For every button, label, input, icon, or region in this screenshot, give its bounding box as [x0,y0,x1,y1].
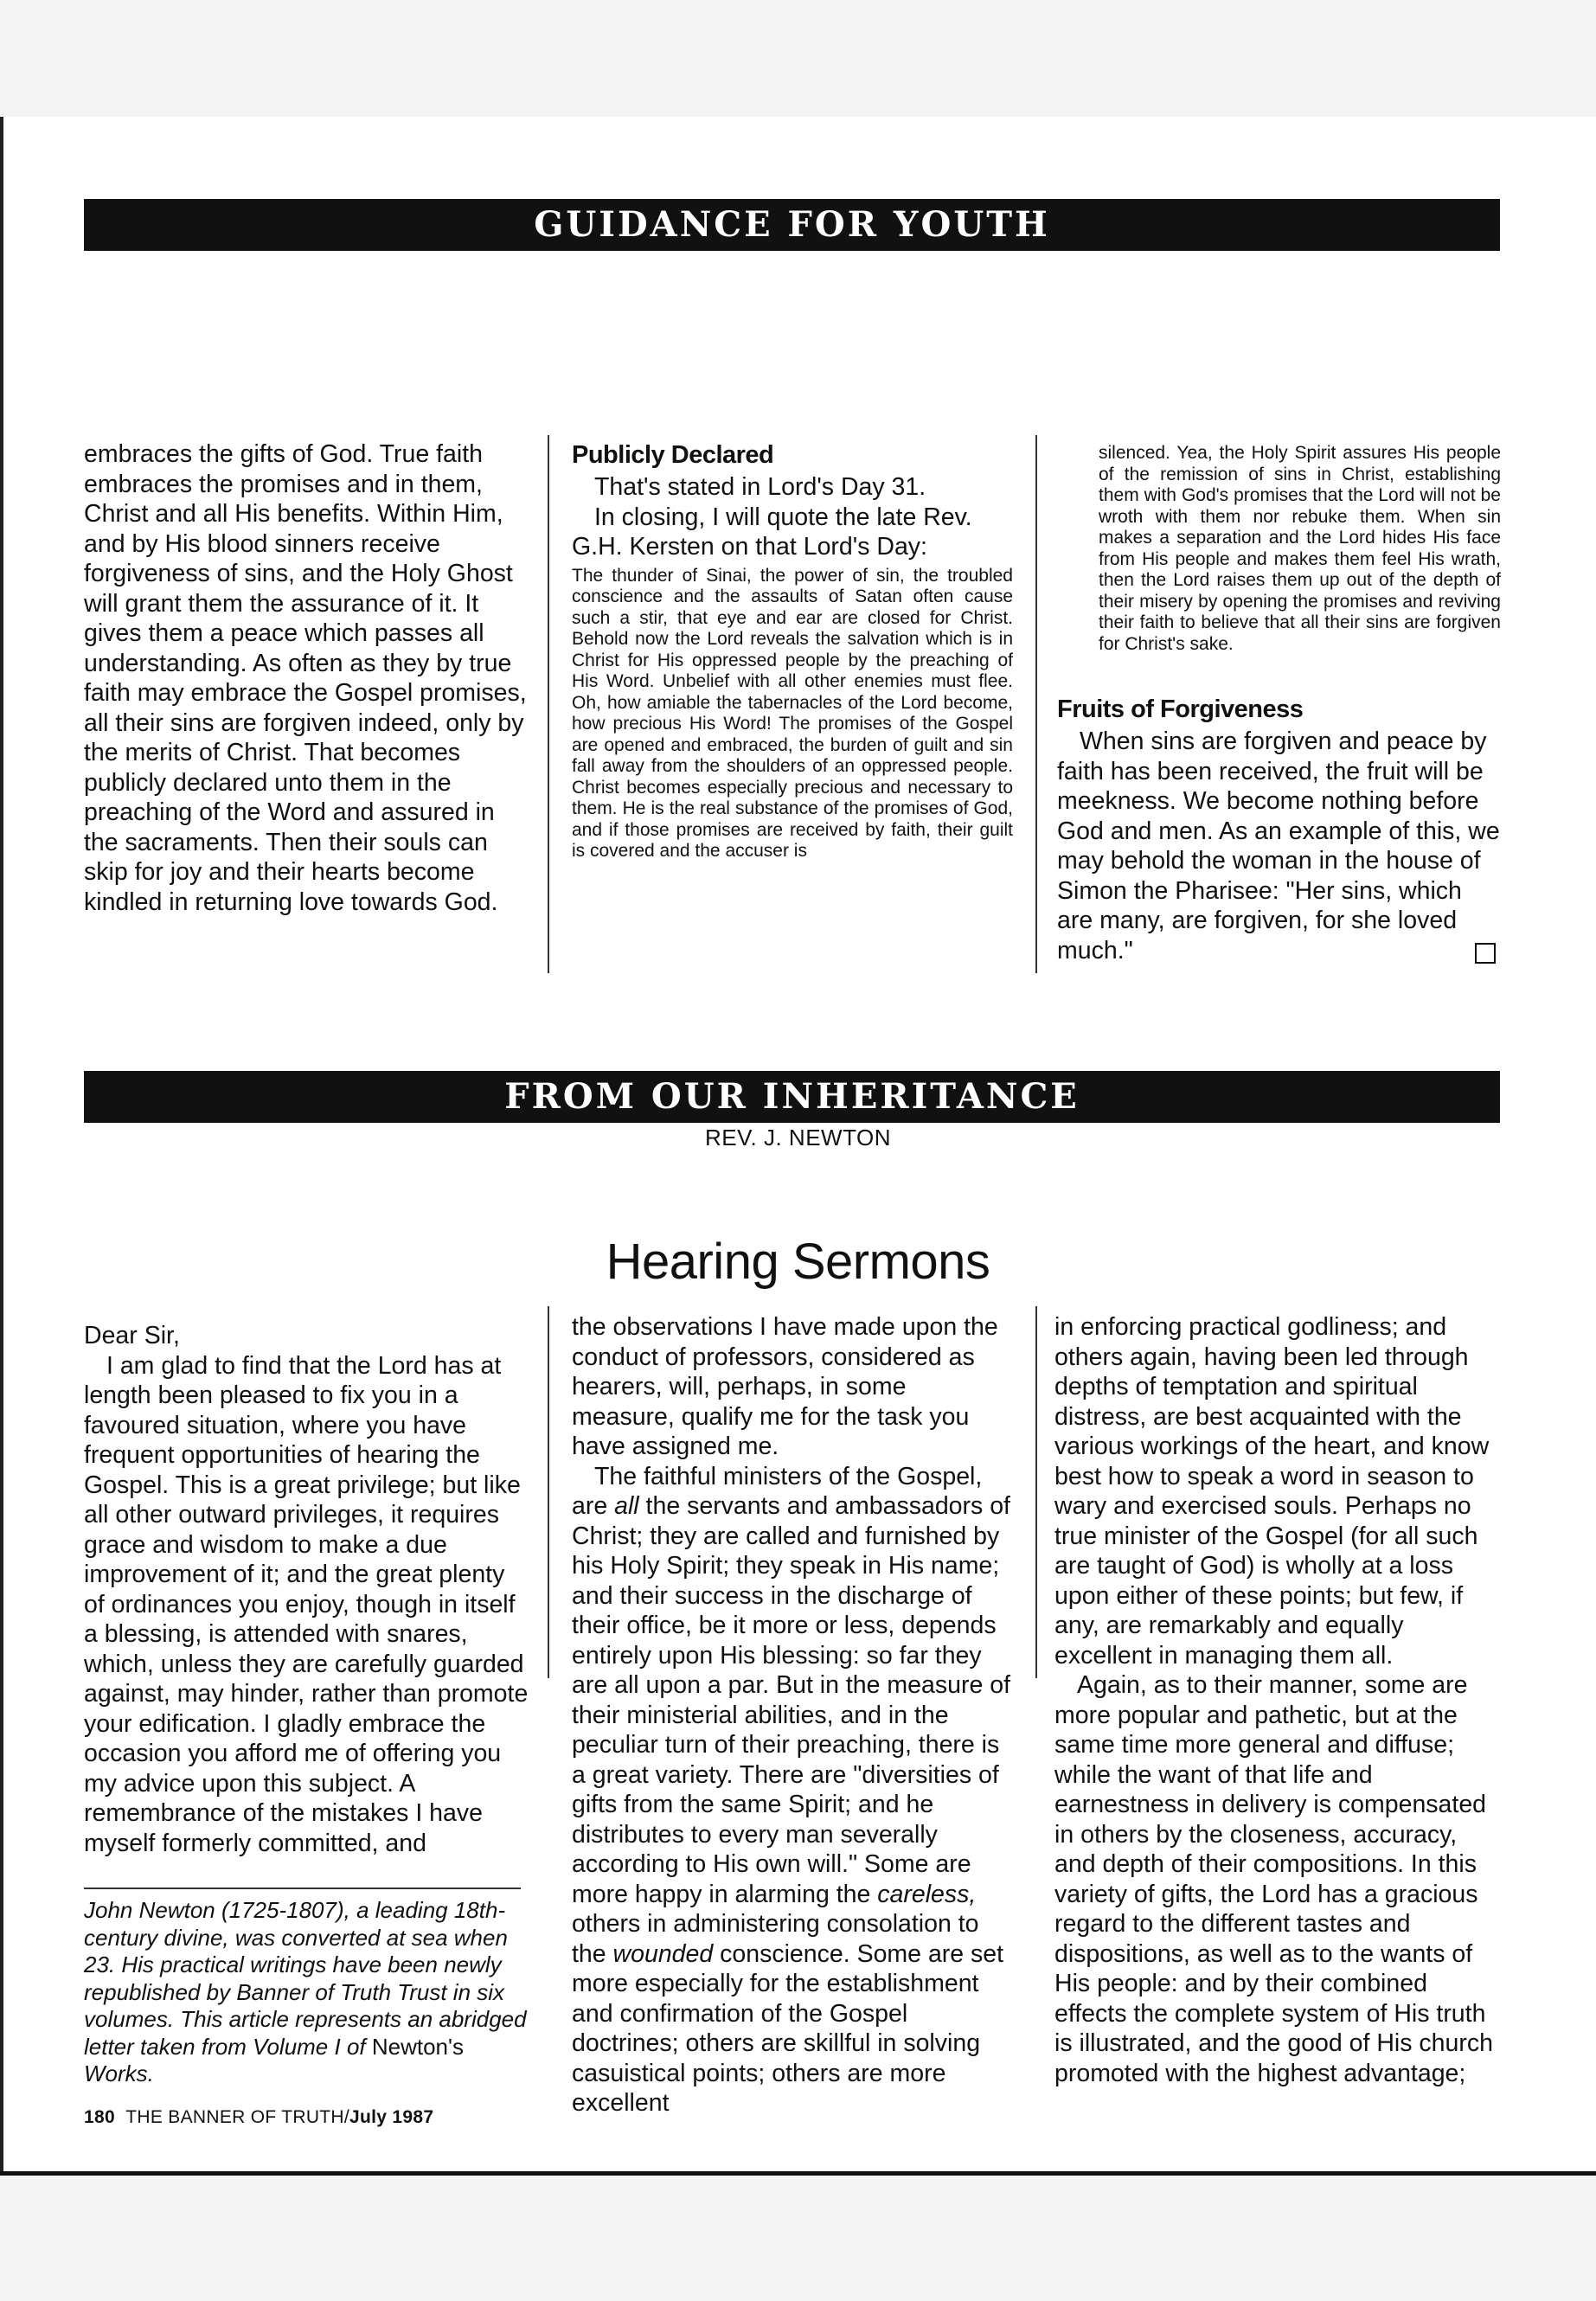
end-of-article-mark [1475,943,1496,964]
subheading-fruits-of-forgiveness: Fruits of Forgiveness [1057,695,1304,723]
sermons-col2-p2: The faithful ministers of the Gospel, are all the servants and ambassadors of Christ; they are called and furnished by his Holy Spirit; they speak in His name; and their success in the discharge of their office, be it more or less, depends entirely upon His blessing: so far they are all upon a par. But in the measure of their ministerial abilities, and in the peculiar turn of their preaching, there is a great variety. There are "diversities of gifts from the same Spirit; and he distributes to every man severally according to His own will." Some are more happy in alarming the careless, others in administering consolation to the wounded conscience. Some are set more especially for the establishment and confirmation of the Gospel doctrines; others are skillful in solving casuistical points; others are more excellent [572,1462,1010,2117]
kersten-quote-part2: silenced. Yea, the Holy Spirit assures His people of the remission of sins in Christ, establishing them with God's promises that the Lord will not be wroth with them nor rebuke them. When sin makes a separation and the Lord hides His face from His people and makes them feel His wrath, then the Lord raises them up out of the depth of their misery by opening the promises and reviving their faith to believe that all their sins are forgiven for Christ's sake. [1099,443,1501,654]
section-banner-guidance [84,199,1500,251]
sermons-column-3 [1054,1312,1501,2088]
page-number: 180 [84,2107,115,2127]
column-rule [1035,1306,1037,1678]
guidance-col2-p2: In closing, I will quote the late Rev. G.H. Kersten on that Lord's Day: [572,503,972,561]
author-bio-text: John Newton (1725-1807), a leading 18th-century divine, was converted at sea when 23. His practical writings have been newly republished by Banner of Truth Trust in six volumes. This article represents an abridged letter taken from Volume I of Newton's Works. [84,1897,527,2086]
article-author: REV. J. NEWTON [704,1125,892,1150]
subheading-publicly-declared: Publicly Declared [572,441,774,469]
column-rule [548,435,549,973]
guidance-column-1 [84,439,532,917]
issue-date: July 1987 [349,2107,434,2127]
banner-title: FROM OUR INHERITANCE [496,1076,1088,1117]
column-rule [1035,435,1037,973]
author-bio [84,1897,532,2088]
sermons-column-2 [572,1312,1013,2118]
guidance-column-2 [572,438,1013,862]
scan-margin-bottom [0,2176,1596,2301]
sermons-col3-p2: Again, as to their manner, some are more popular and pathetic, but at the same time more general and diffuse; while the want of that life and earnestness in delivery is compensated in others by the closeness, accuracy, and depth of their compositions. In this variety of gifts, the Lord has a gracious regard to the different tastes and dispositions, as well as to the wants of His people: and by their combined effects the complete system of His truth is illustrated, and the good of His church promoted with the highest advantage; [1054,1671,1493,2087]
sermons-col1-text: I am glad to find that the Lord has at length been pleased to fix you in a favoured situation, where you have frequent opportunities of hearing the Gospel. This is a great privilege; but like all other outward privileges, it requires grace and wisdom to make a due improvement of it; and the great plenty of ordinances you enjoy, though in itself a blessing, is attended with snares, which, unless they are carefully guarded against, may hinder, rather than promote your edification. I gladly embrace the occasion you afford me of offering you my advice upon this subject. A remembrance of the mistakes I have myself formerly committed, and [84,1351,529,1857]
scan-margin-top [0,0,1596,117]
banner-title: GUIDANCE FOR YOUTH [525,204,1059,245]
guidance-col1-text: embraces the gifts of God. True faith embraces the promises and in them, Christ and all His benefits. Within Him, and by His blood sinners receive forgiveness of sins, and the Holy Ghost will grant them the assurance of it. It gives them a peace which passes all understanding. As often as they by true faith may embrace the Gospel promises, all their sins are forgiven indeed, only by the merits of Christ. That becomes publicly declared unto them in the preaching of the Word and assured in the sacraments. Then their souls can skip for joy and their hearts become kindled in returning love towards God. [84,440,527,916]
sermons-col3-p1: in enforcing practical godliness; and others again, having been led through depths of temptation and spiritual distress, are best acquainted with the various workings of the heart, and know best how to speak a word in season to wary and exercised souls. Perhaps no true minister of the Gospel (for all such are taught of God) is wholly at a loss upon either of these points; but few, if any, are remarkably and equally excellent in managing them all. [1054,1313,1490,1670]
sermons-col2-p1: the observations I have made upon the conduct of professors, considered as hearers, will, perhaps, in some measure, qualify me for the task you have assigned me. [572,1313,998,1460]
column-rule [548,1306,549,1678]
publication-name: THE BANNER OF TRUTH/ [125,2107,350,2127]
guidance-column-3 [1099,443,1501,655]
section-banner-inheritance [84,1071,1500,1123]
letter-salutation: Dear Sir, [84,1322,180,1349]
article-title: Hearing Sermons [606,1234,990,1290]
sermons-column-1 [84,1321,532,1858]
guidance-column-3b [1057,692,1501,965]
footnote-rule [84,1888,521,1889]
page-footer [84,2107,433,2128]
guidance-col2-p1: That's stated in Lord's Day 31. [594,473,926,501]
guidance-col3-text: When sins are forgiven and peace by faith has been received, the fruit will be meekness. We become nothing before God and men. As an example of this, we may behold the woman in the house of Simon the Pharisee: "Her sins, which are many, are forgiven, for she loved much." [1057,727,1500,965]
kersten-quote-part1: The thunder of Sinai, the power of sin, the troubled conscience and the assaults of Satan often cause such a stir, that eye and ear are closed for Christ. Behold now the Lord reveals the salvation which is in Christ for His oppressed people by the preaching of His Word. Unbelief with all other enemies must flee. Oh, how amiable the tabernacles of the Lord become, how precious His Word! The promises of the Gospel are opened and embraced, the burden of guilt and sin fall away from the shoulders of an oppressed people. Christ becomes especially precious and necessary to them. He is the real substance of the promises of God, and if those promises are received by faith, their guilt is covered and the accuser is [572,565,1013,861]
